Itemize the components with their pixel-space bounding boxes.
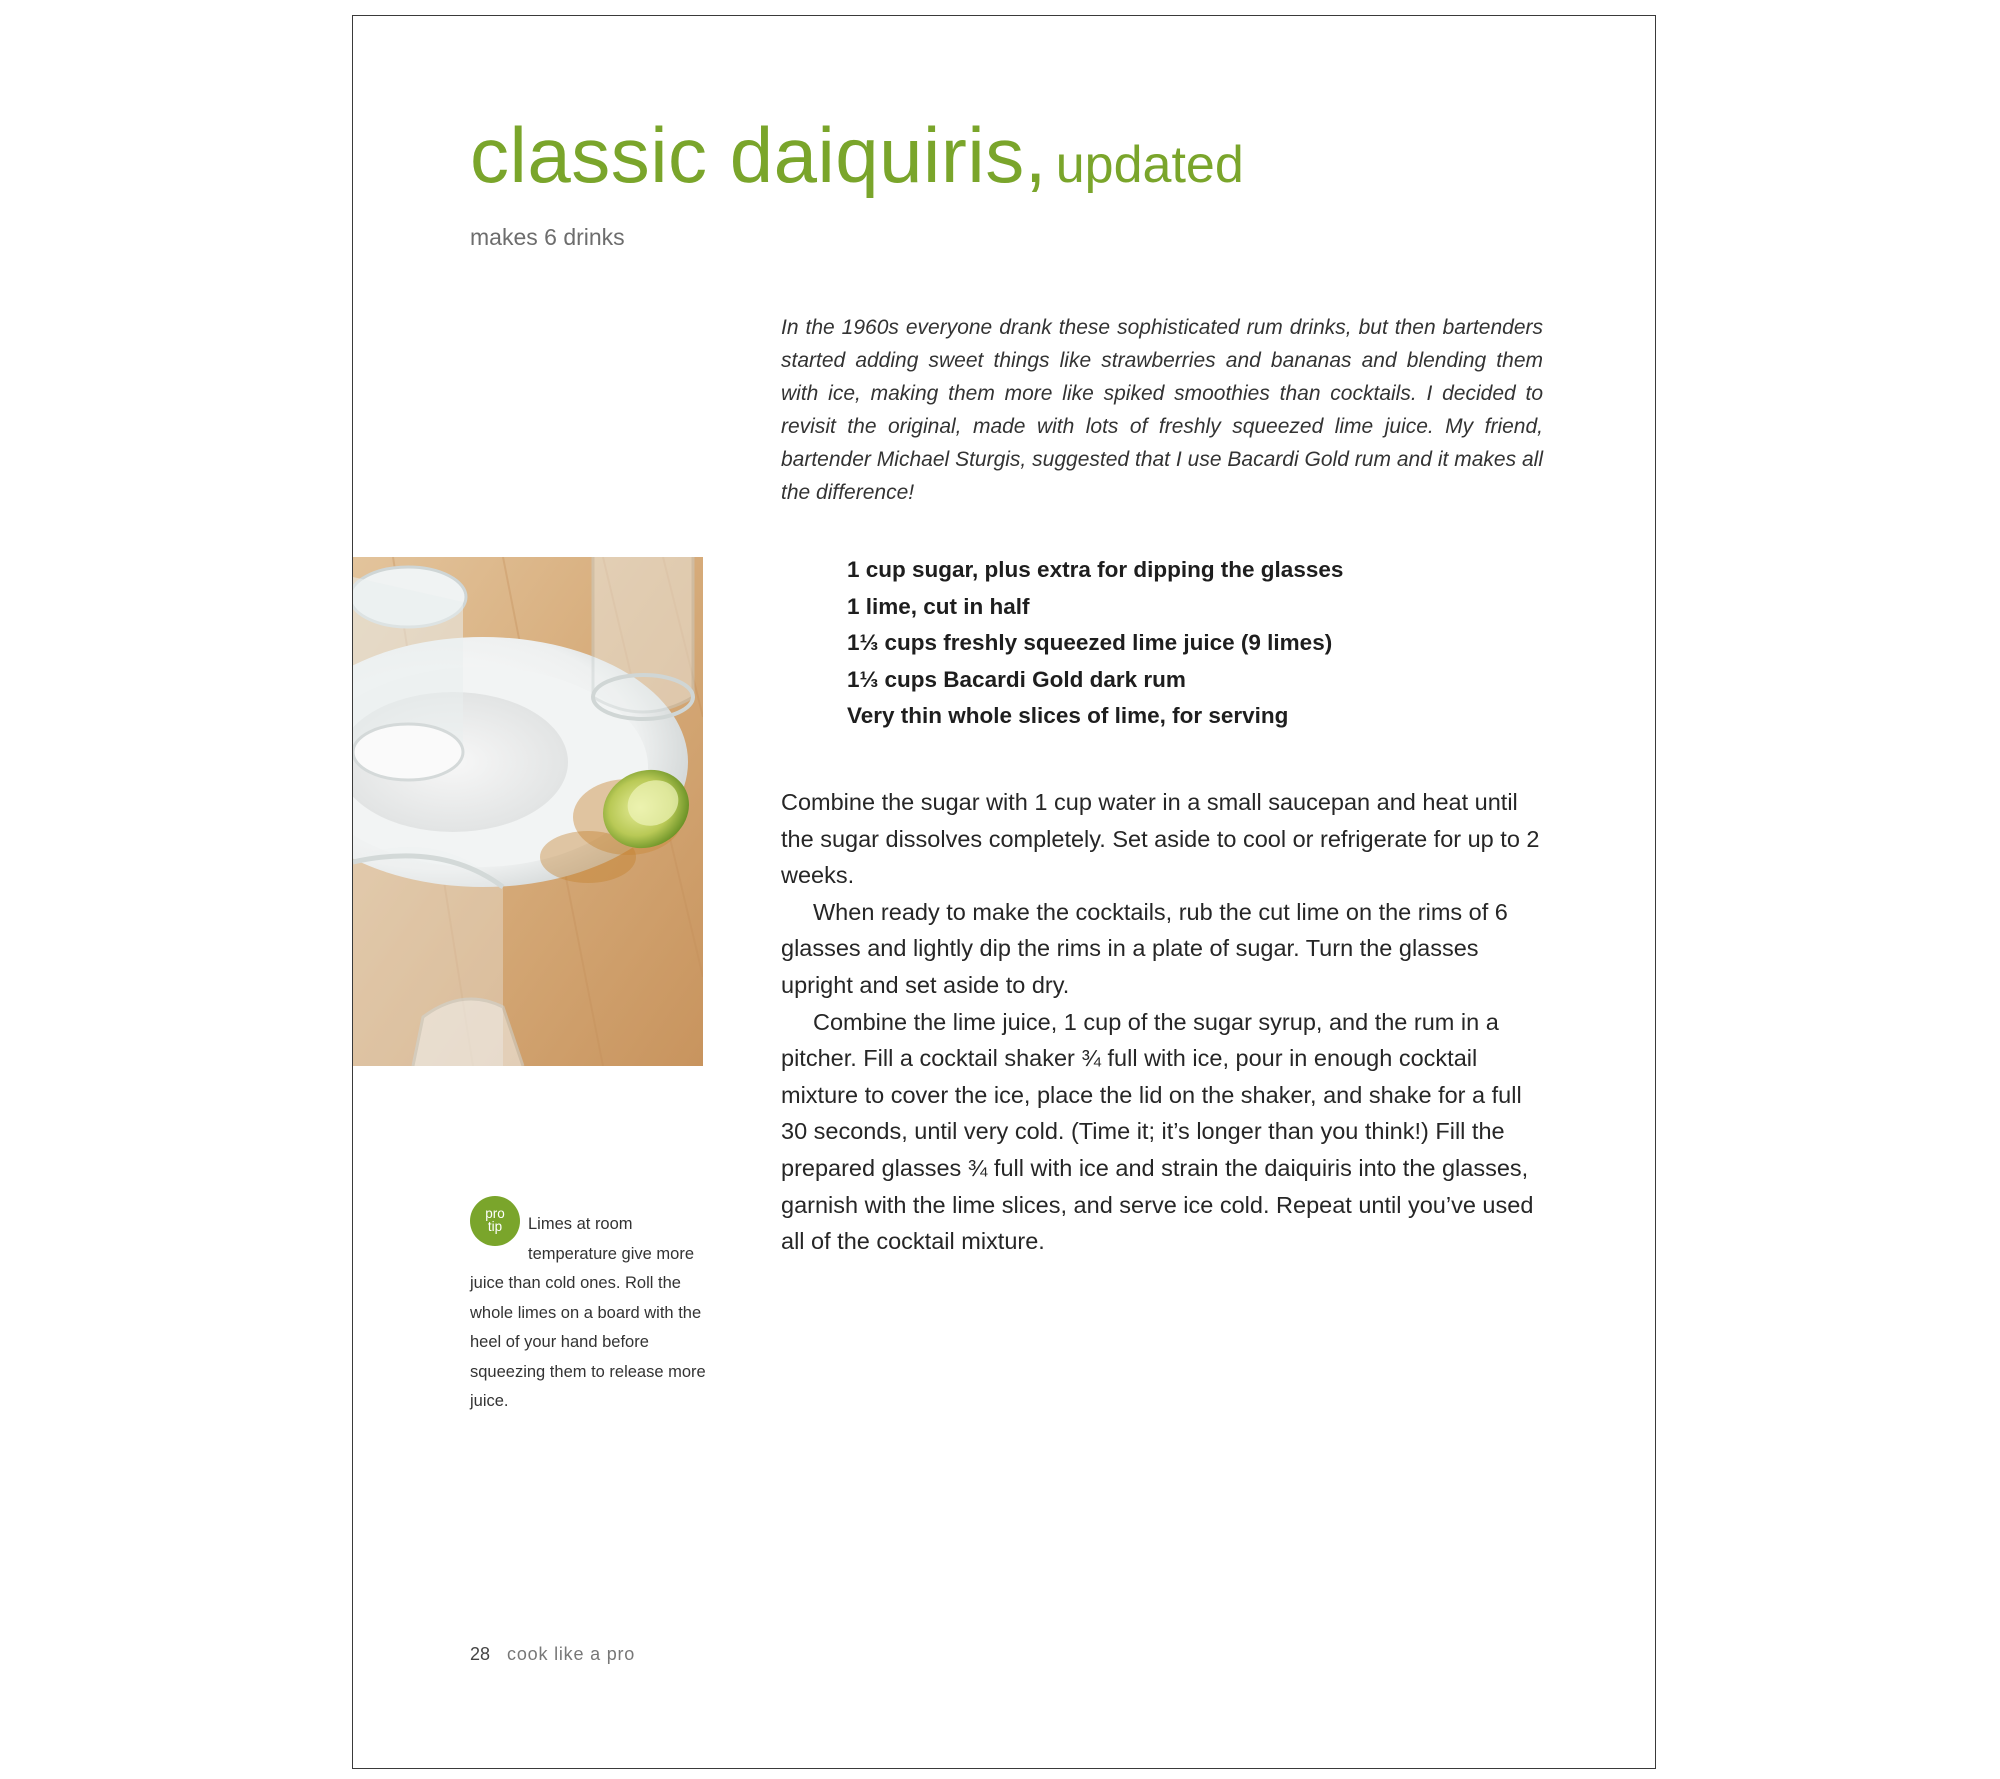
pro-tip-badge-line: pro [485, 1206, 505, 1221]
method-paragraph: Combine the sugar with 1 cup water in a small saucepan and heat until the sugar dissolves completely. Set aside to cool or refrigerate for up to 2 weeks. [781, 789, 1540, 889]
recipe-title-suffix: updated [1055, 136, 1244, 194]
page-number: 28 [470, 1644, 491, 1664]
pro-tip-badge-line: tip [487, 1219, 503, 1234]
running-head: cook like a pro [507, 1644, 636, 1664]
ingredient-list [847, 552, 1343, 735]
recipe-method [781, 784, 1551, 1260]
recipe-title [470, 111, 1244, 199]
recipe-photo [353, 557, 703, 1066]
ingredient-item: Very thin whole slices of lime, for serving [847, 703, 1289, 728]
method-paragraph: When ready to make the cocktails, rub the cut lime on the rims of 6 glasses and lightly dip the rims in a plate of sugar. Turn the glasses upright and set aside to dry. [781, 898, 1508, 998]
pro-tip [470, 1196, 710, 1417]
ingredient-item: 1⅓ cups freshly squeezed lime juice (9 limes) [847, 630, 1333, 655]
ingredient-item: 1⅓ cups Bacardi Gold dark rum [847, 666, 1186, 692]
book-page [352, 15, 1656, 1769]
ingredient-item: 1 cup sugar, plus extra for dipping the glasses [847, 557, 1344, 582]
pro-tip-text: Limes at room temperature give more juice than cold ones. Roll the whole limes on a board with the heel of your hand before squeezing them to release more juice. [470, 1215, 706, 1410]
recipe-title-main: classic daiquiris, [470, 111, 1047, 199]
recipe-intro: In the 1960s everyone drank these sophisticated rum drinks, but then bartenders started adding sweet things like strawberries and bananas and blending them with ice, making them more like spiked smoothies than cocktails. I decided to revisit the original, made with lots of freshly squeezed lime juice. My friend, bartender Michael Sturgis, suggested that I use Bacardi Gold rum and it makes all the difference! [781, 316, 1543, 504]
recipe-yield: makes 6 drinks [470, 224, 625, 250]
pro-tip-badge [470, 1196, 520, 1246]
ingredient-item: 1 lime, cut in half [847, 593, 1030, 619]
method-paragraph: Combine the lime juice, 1 cup of the sugar syrup, and the rum in a pitcher. Fill a cocktail shaker ¾ full with ice, pour in enough cocktail mixture to cover the ice, place the lid on the shaker, and shake for a full 30 seconds, until very cold. (Time it; it’s longer than you think!) Fill the prepared glasses ¾ full with ice and strain the daiquiris into the glasses, garnish with the lime slices, and serve ice cold. Repeat until you’ve used all of the cocktail mixture. [781, 1008, 1534, 1255]
page-footer [470, 1644, 635, 1665]
